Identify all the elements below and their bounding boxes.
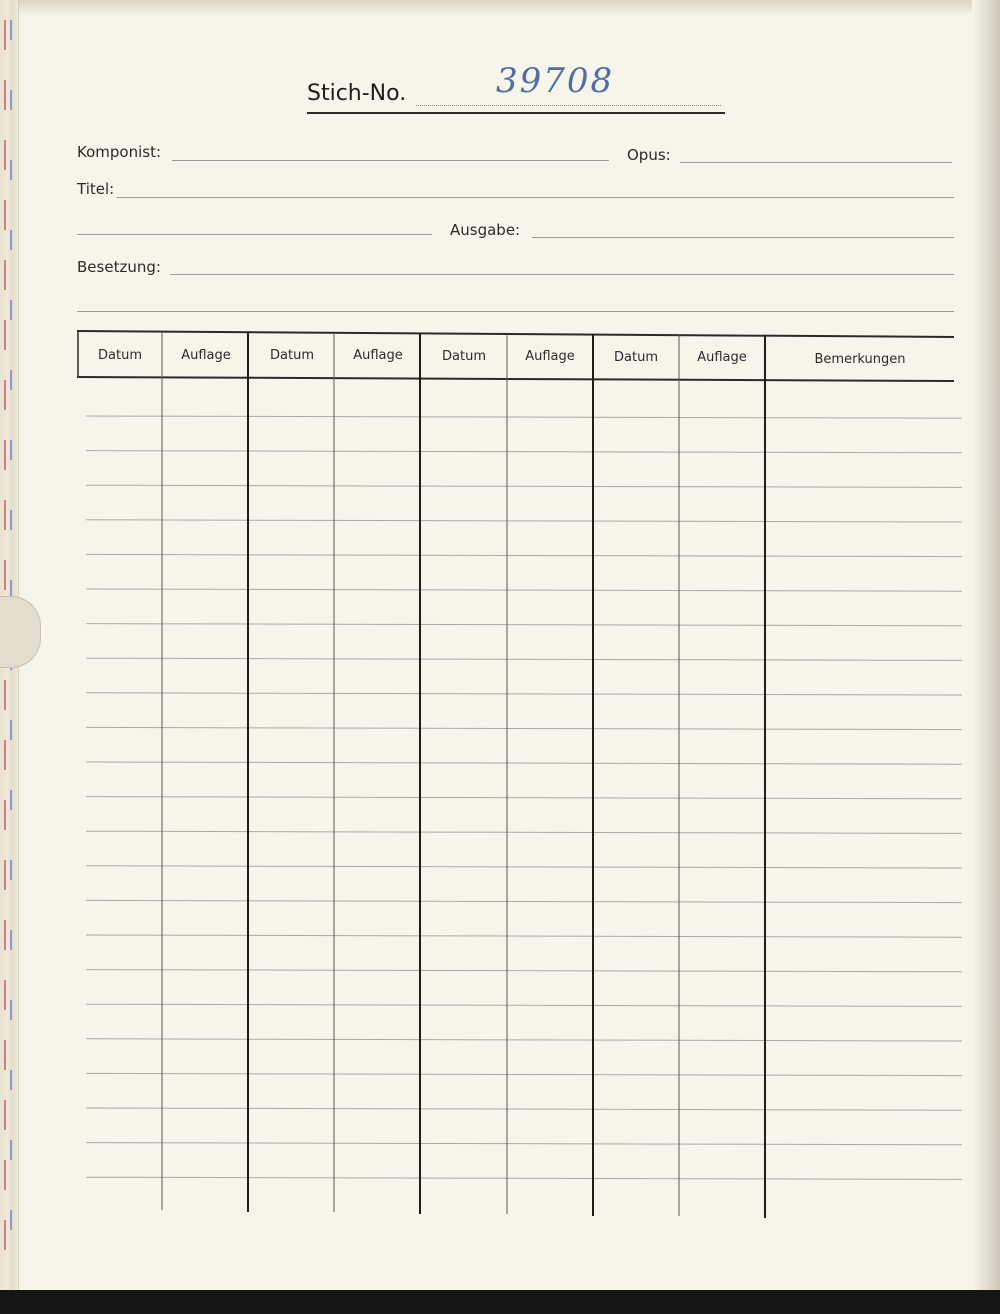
table-row-line[interactable] bbox=[86, 1143, 962, 1145]
header-auflage-3: Auflage bbox=[525, 349, 575, 364]
table-row-line[interactable] bbox=[86, 900, 962, 902]
ausgabe-label: Ausgabe: bbox=[450, 221, 521, 239]
table-row-line[interactable] bbox=[86, 520, 962, 522]
header-datum-4: Datum bbox=[614, 350, 658, 365]
table-row-line[interactable] bbox=[86, 658, 962, 660]
stich-no-label: Stich-No. bbox=[307, 81, 407, 106]
header-auflage-4: Auflage bbox=[697, 350, 747, 365]
table-row-line[interactable] bbox=[86, 451, 962, 453]
table-row-line[interactable] bbox=[86, 624, 962, 626]
table-row-line[interactable] bbox=[86, 1073, 962, 1075]
table-row-line[interactable] bbox=[86, 1177, 962, 1179]
table-row-line[interactable] bbox=[86, 866, 962, 868]
header-bemerkungen: Bemerkungen bbox=[814, 352, 906, 367]
komponist-label: Komponist: bbox=[77, 143, 162, 161]
table-row-line[interactable] bbox=[86, 797, 962, 799]
table-row-line[interactable] bbox=[86, 762, 962, 764]
table-top-rule bbox=[77, 331, 954, 337]
table-row-line[interactable] bbox=[86, 935, 962, 937]
scan-bottom-band bbox=[0, 1290, 1000, 1314]
table-header-rule bbox=[77, 377, 954, 381]
table-row-line[interactable] bbox=[86, 1108, 962, 1110]
table-row-line[interactable] bbox=[86, 970, 962, 972]
table-row-line[interactable] bbox=[86, 554, 962, 556]
table-row-line[interactable] bbox=[86, 727, 962, 729]
opus-label: Opus: bbox=[627, 146, 671, 164]
ledger-row-lines bbox=[86, 416, 962, 1179]
header-datum-3: Datum bbox=[442, 349, 486, 364]
titel-label: Titel: bbox=[77, 180, 115, 198]
header-auflage-2: Auflage bbox=[353, 348, 403, 363]
table-row-line[interactable] bbox=[86, 416, 962, 418]
ledger-frame-lines bbox=[77, 331, 954, 381]
stich-no-handwritten-value[interactable]: 39708 bbox=[496, 61, 615, 101]
header-datum-2: Datum bbox=[270, 348, 314, 363]
table-row-line[interactable] bbox=[86, 485, 962, 487]
table-row-line[interactable] bbox=[86, 693, 962, 695]
header-auflage-1: Auflage bbox=[181, 348, 231, 363]
table-row-line[interactable] bbox=[86, 1004, 962, 1006]
table-row-line[interactable] bbox=[86, 831, 962, 833]
table-row-line[interactable] bbox=[86, 1039, 962, 1041]
header-datum-1: Datum bbox=[98, 348, 142, 363]
table-row-line[interactable] bbox=[86, 589, 962, 591]
besetzung-label: Besetzung: bbox=[77, 258, 161, 276]
